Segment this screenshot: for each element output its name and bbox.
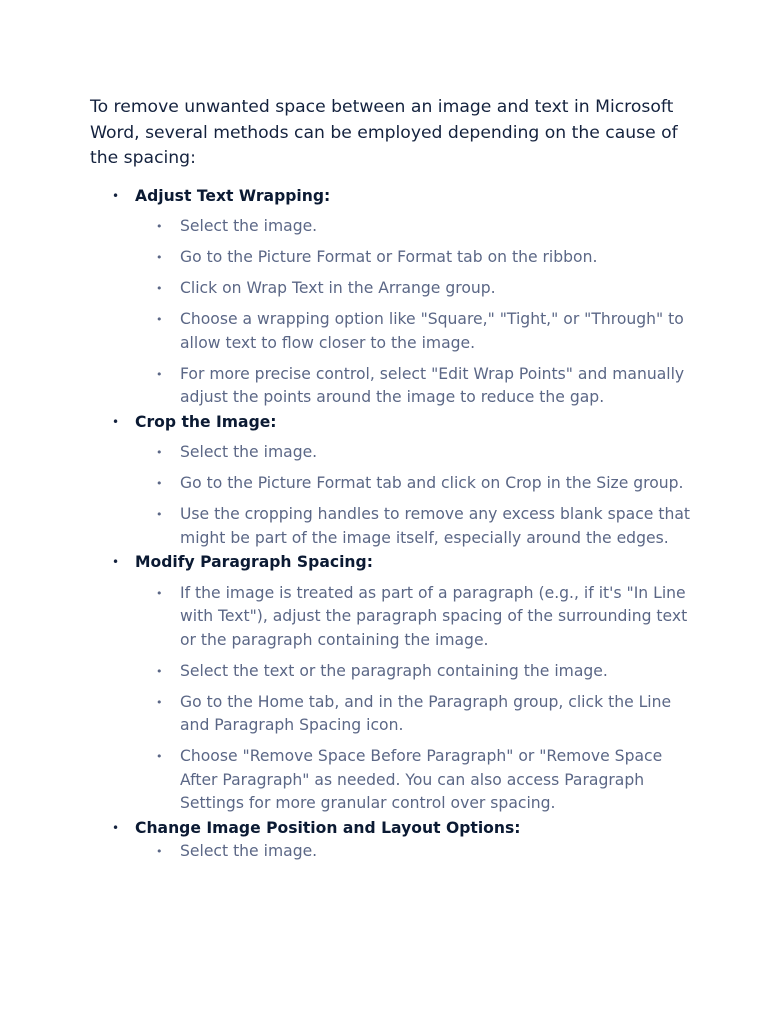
bullet-icon: • xyxy=(156,586,163,600)
step-item xyxy=(135,215,690,239)
bullet-icon: • xyxy=(156,220,163,233)
bullet-icon: • xyxy=(156,844,163,858)
step-text: Use the cropping handles to remove any excess blank space that might be part of the image itself, especially around the edges. xyxy=(180,505,690,547)
bullet-icon: • xyxy=(156,750,163,763)
step-item xyxy=(135,840,690,864)
bullet-icon: • xyxy=(156,664,163,678)
bullet-icon: • xyxy=(156,508,163,521)
bullet-icon: • xyxy=(112,555,120,569)
step-text: Select the image. xyxy=(180,841,318,860)
step-text: Go to the Picture Format or Format tab on the ribbon. xyxy=(180,248,598,266)
steps-list xyxy=(135,215,690,410)
step-text: Select the image. xyxy=(180,443,318,461)
method-item xyxy=(90,550,690,816)
bullet-icon: • xyxy=(156,251,163,264)
steps-list xyxy=(135,582,690,816)
step-item xyxy=(135,441,690,465)
bullet-icon: • xyxy=(156,313,163,326)
step-item xyxy=(135,472,690,496)
step-item xyxy=(135,308,690,355)
bullet-icon: • xyxy=(112,188,120,203)
intro-paragraph: To remove unwanted space between an image and text in Microsoft Word, several methods can be employed depending on the cause of the spacing: xyxy=(90,97,678,168)
bullet-icon: • xyxy=(156,446,163,459)
method-heading: Modify Paragraph Spacing: xyxy=(135,553,373,571)
bullet-icon: • xyxy=(156,695,163,709)
step-text: For more precise control, select "Edit Wrap Points" and manually adjust the points around the image to reduce the gap. xyxy=(180,364,685,406)
method-item xyxy=(90,410,690,551)
step-text: Choose a wrapping option like "Square," "Tight," or "Through" to allow text to flow closer to the image. xyxy=(180,310,684,352)
method-heading: Crop the Image: xyxy=(135,412,277,431)
step-text: Choose "Remove Space Before Paragraph" or "Remove Space After Paragraph" as needed. You can also access Paragraph Settings for more granular control over spacing. xyxy=(180,747,663,812)
document-body xyxy=(90,95,690,863)
step-item xyxy=(135,363,690,410)
step-item xyxy=(135,582,690,653)
method-item xyxy=(90,184,690,410)
step-item xyxy=(135,277,690,301)
steps-list xyxy=(135,840,690,864)
step-text: Select the image. xyxy=(180,217,318,235)
step-item xyxy=(135,246,690,270)
bullet-icon: • xyxy=(156,477,163,490)
steps-list xyxy=(135,441,690,550)
step-item xyxy=(135,503,690,550)
step-text: Go to the Home tab, and in the Paragraph group, click the Line and Paragraph Spacing icon. xyxy=(180,692,672,734)
bullet-icon: • xyxy=(156,282,163,295)
bullet-icon: • xyxy=(112,820,120,835)
bullet-icon: • xyxy=(156,367,163,381)
step-text: If the image is treated as part of a paragraph (e.g., if it's "In Line with Text"), adjust the paragraph spacing of the surrounding text or the paragraph containing the image. xyxy=(180,583,688,649)
step-item xyxy=(135,660,690,684)
step-text: Select the text or the paragraph containing the image. xyxy=(180,661,608,680)
method-heading: Adjust Text Wrapping: xyxy=(135,186,331,205)
step-item xyxy=(135,745,690,816)
step-item xyxy=(135,691,690,738)
method-heading: Change Image Position and Layout Options: xyxy=(135,818,521,837)
step-text: Go to the Picture Format tab and click on Crop in the Size group. xyxy=(180,474,684,492)
bullet-icon: • xyxy=(112,414,120,429)
methods-list xyxy=(90,184,690,864)
method-item xyxy=(90,816,690,864)
step-text: Click on Wrap Text in the Arrange group. xyxy=(180,279,496,297)
